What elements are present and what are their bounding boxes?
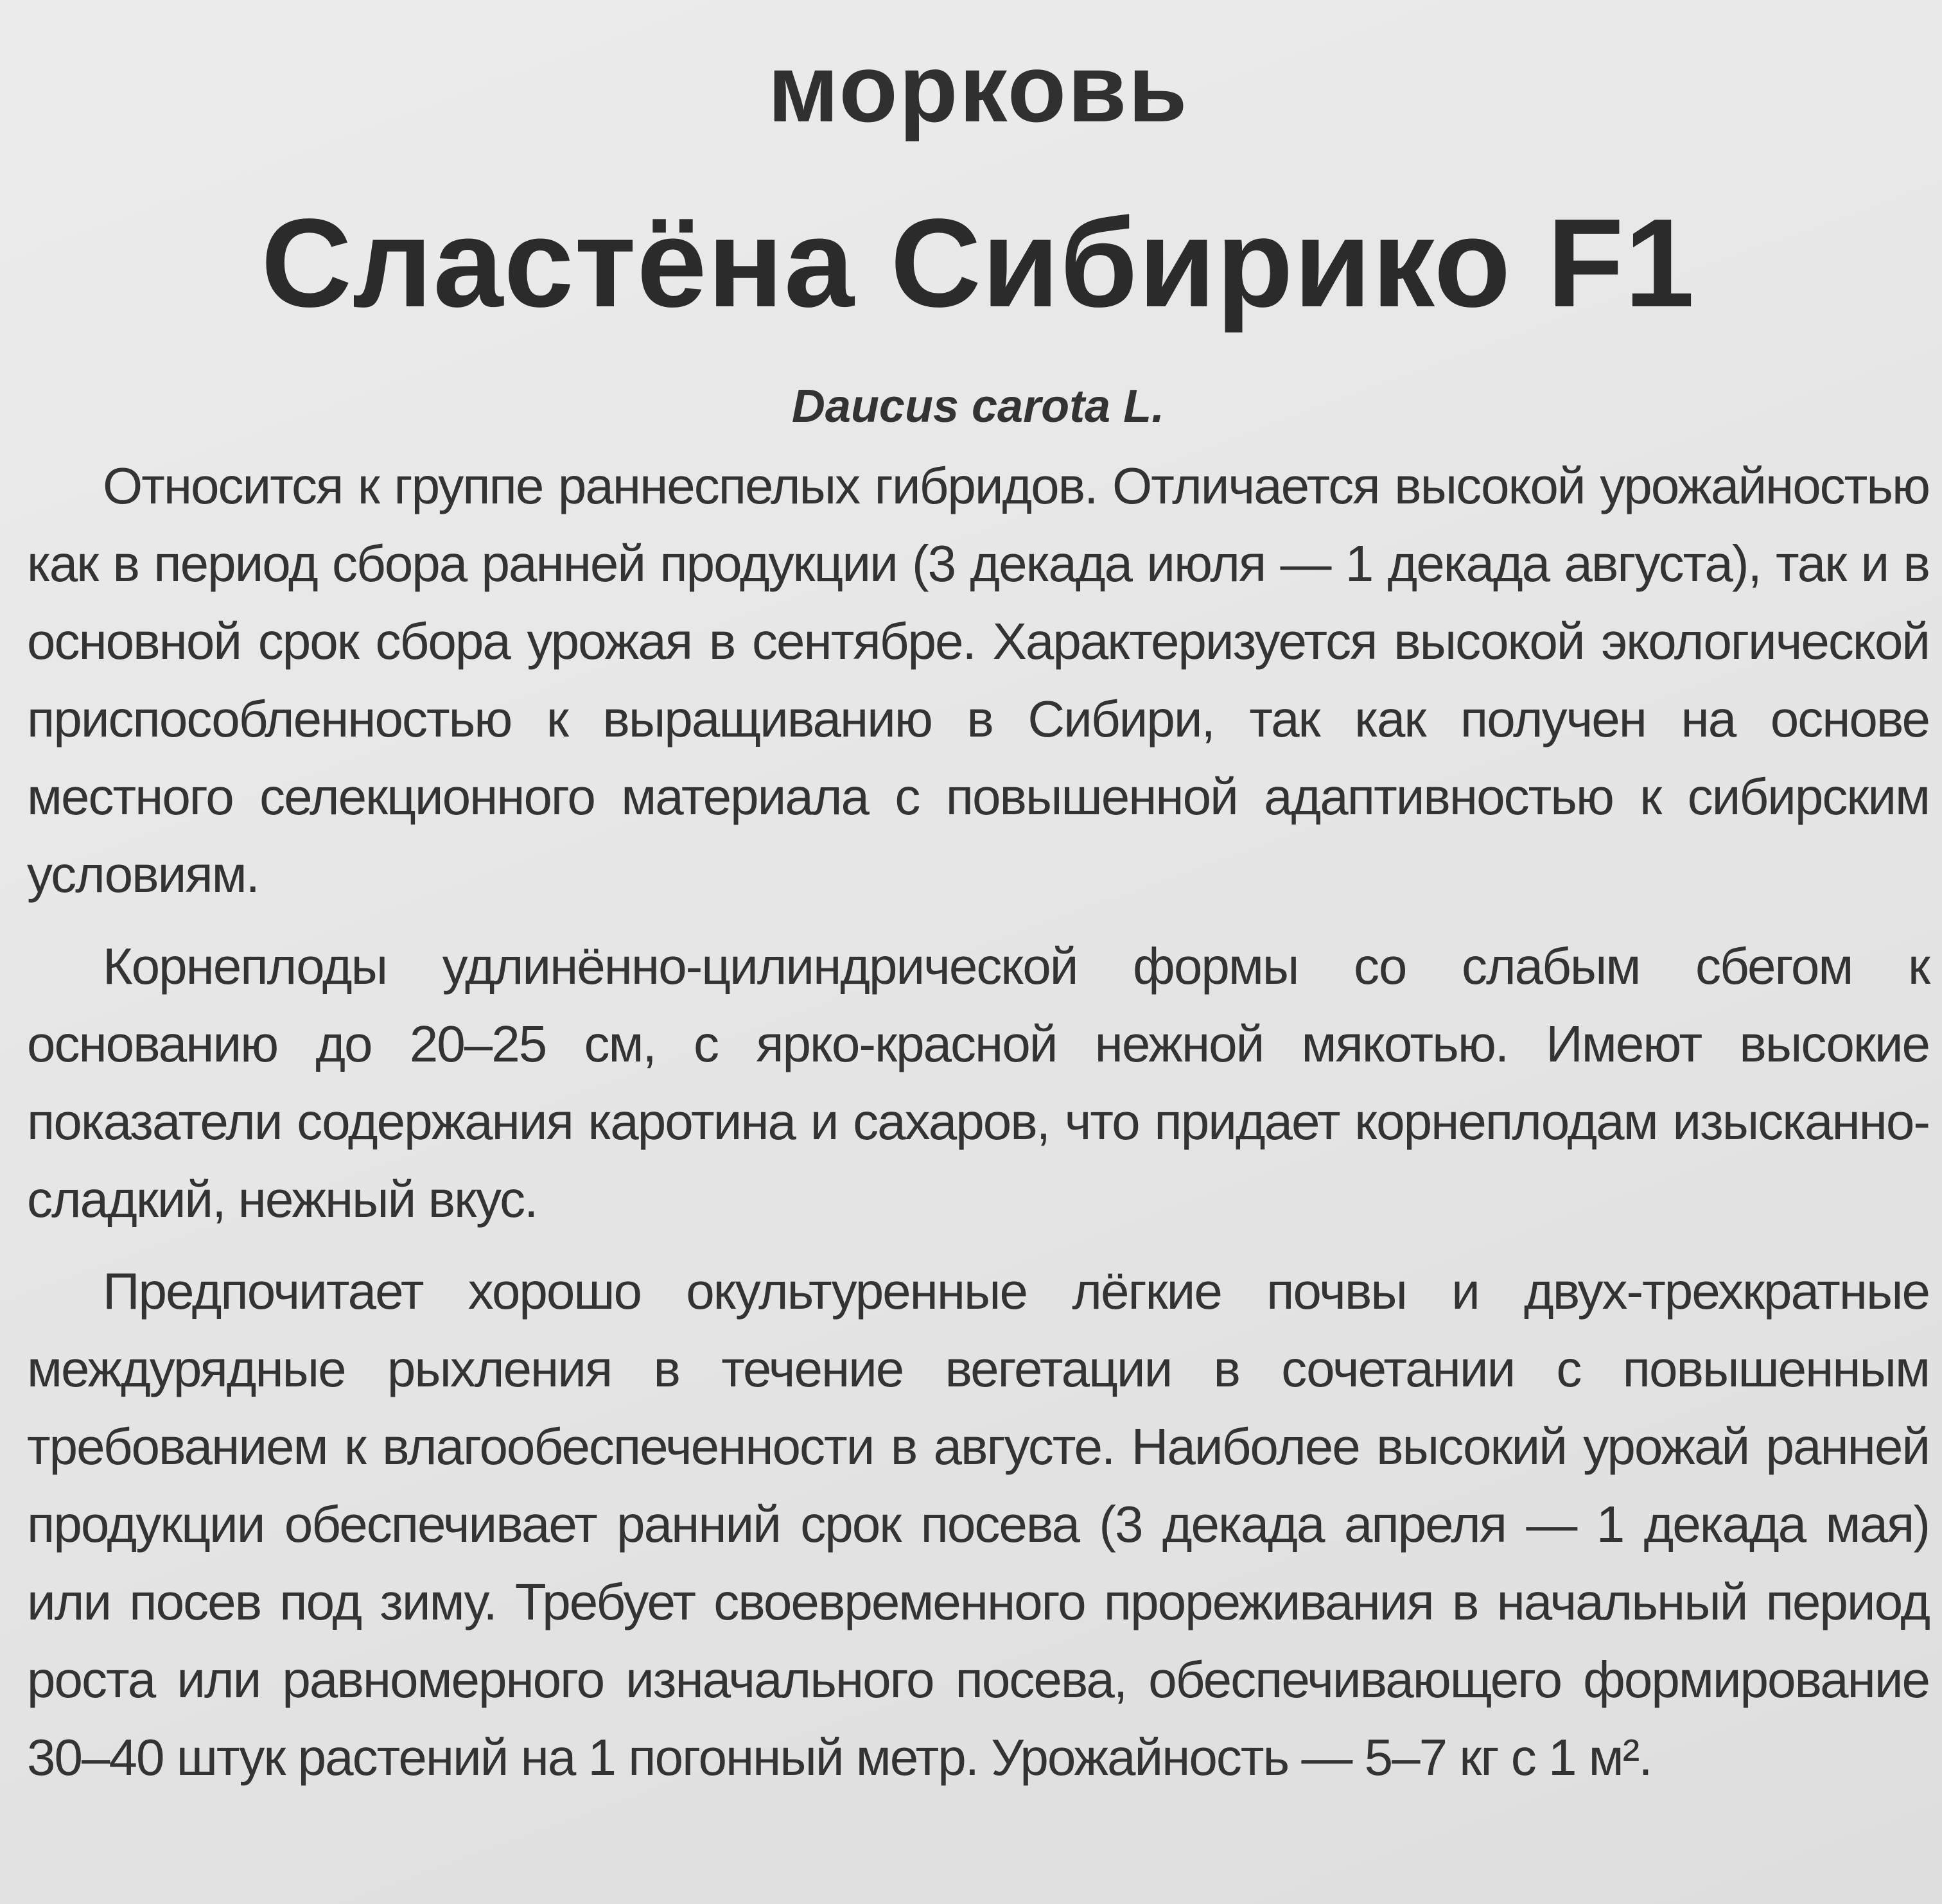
paragraph-hybrid-group: Относится к группе раннеспелых гибридов. Отличается высокой урожайностью как в период сбора ранней продукции (3 декада июля — 1 декада августа), так и в основной срок сбора урожая в сентябре. Характеризуется высокой экологической приспособленностью к выращиванию в Сибири, так как получен на основе местного селекционного материала с повышенной адаптивностью к сибирским условиям. [27, 457, 1929, 903]
latin-name: Daucus carota L. [791, 381, 1165, 432]
description-body [27, 447, 1929, 1796]
paragraph-cultivation: Предпочитает хорошо окультуренные лёгкие почвы и двух-трехкратные междурядные рыхления в течение вегетации в сочетании с повышенным требованием к влагообеспеченности в августе. Наиболее высокий урожай ранней продукции обеспечивает ранний срок посева (3 декада апреля — 1 декада мая) или посев под зиму. Требует своевременного прореживания в начальный период роста или равномерного изначального посева, обеспечивающего формирование 30–40 штук растений на 1 погонный метр. Урожайность — 5–7 кг с 1 м². [27, 1262, 1929, 1786]
variety-title: Сластёна Сибирико F1 [261, 193, 1695, 333]
crop-category: морковь [767, 34, 1189, 142]
paragraph-root-description: Корнеплоды удлинённо-цилиндрической формы со слабым сбегом к основанию до 20–25 см, с ярко-красной нежной мякотью. Имеют высокие показатели содержания каротина и сахаров, что придает корнеплодам изысканно-сладкий, нежный вкус. [27, 938, 1929, 1228]
